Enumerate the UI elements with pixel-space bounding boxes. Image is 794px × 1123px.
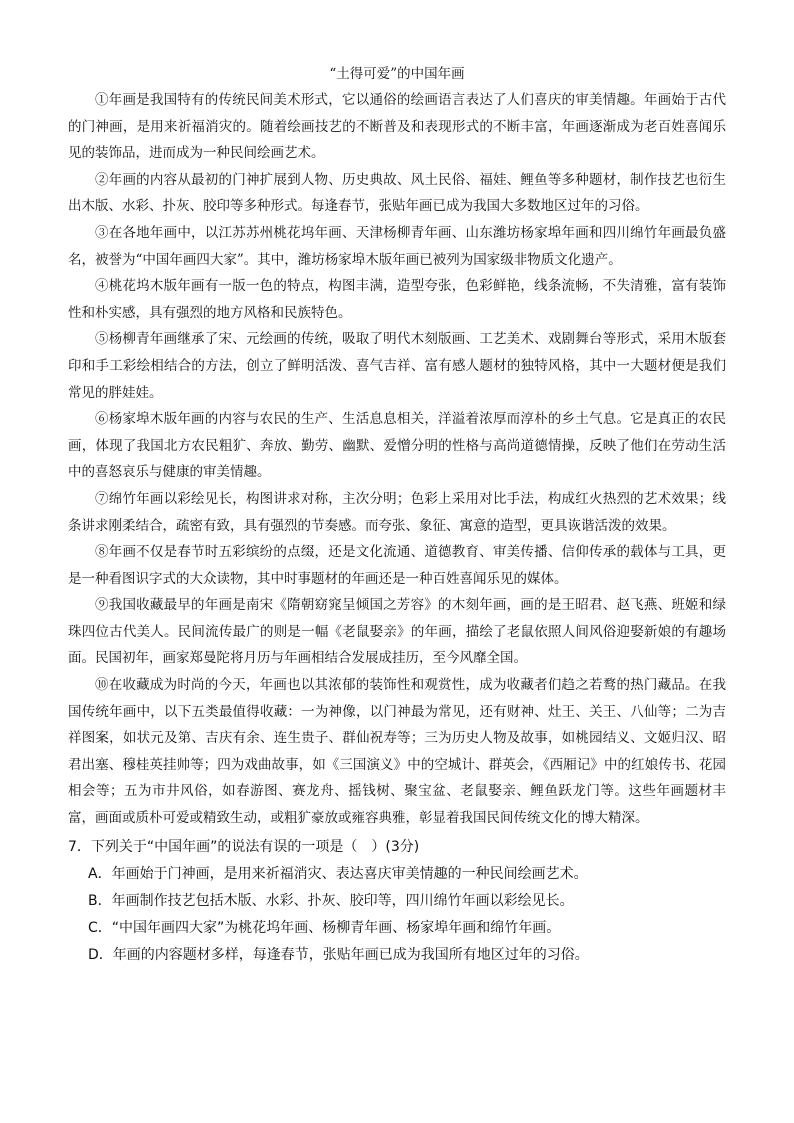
article-title: “土得可爱”的中国年画 bbox=[329, 66, 465, 82]
paragraph-2: ②年画的内容从最初的门神扩展到人物、历史典故、风土民俗、福娃、鲤鱼等多种题材，制作技艺也衍生出木版、水彩、扑灰、胶印等多种形式。每逢春节，张贴年画已成为我国大多数地区过年的习俗。 bbox=[68, 171, 726, 215]
paragraph-4: ④桃花坞木版年画有一版一色的特点，构图丰满，造型夸张，色彩鲜艳，线条流畅，不失清雅，富有装饰性和朴实感，具有强烈的地方风格和民族特色。 bbox=[68, 278, 726, 321]
option-b: B．年画制作技艺包括木版、水彩、扑灰、胶印等，四川绵竹年画以彩绘见长。 bbox=[88, 892, 574, 909]
question-7 bbox=[68, 834, 726, 969]
paragraph-6: ⑥杨家埠木版年画的内容与农民的生产、生活息息相关，洋溢着浓厚而淳朴的乡土气息。它是真正的农民画，体现了我国北方农民粗犷、奔放、勤劳、幽默、爱憎分明的性格与高尚道德情操，反映了他们在劳动生活中的喜怒哀乐与健康的审美情趣。 bbox=[68, 411, 726, 481]
paragraph-3: ③在各地年画中，以江苏苏州桃花坞年画、天津杨柳青年画、山东潍坊杨家埠年画和四川绵竹年画最负盛名，被誉为“中国年画四大家”。其中，潍坊杨家埠木版年画已被列为国家级非物质文化遗产。 bbox=[68, 224, 726, 268]
paragraph-1: ①年画是我国特有的传统民间美术形式，它以通俗的绘画语言表达了人们喜庆的审美情趣。年画始于古代的门神画，是用来祈福消灾的。随着绘画技艺的不断普及和表现形式的不断丰富，年画逐渐成为老百姓喜闻乐见的装饰品，进而成为一种民间绘画艺术。 bbox=[68, 92, 726, 162]
paragraph-7: ⑦绵竹年画以彩绘见长，构图讲求对称，主次分明；色彩上采用对比手法，构成红火热烈的艺术效果；线条讲求刚柔结合，疏密有致，具有强烈的节奏感。而夸张、象征、寓意的造型，更具诙谐活泼的效果。 bbox=[68, 490, 726, 534]
document-page bbox=[68, 62, 726, 969]
option-c: C．“中国年画四大家”为桃花坞年画、杨柳青年画、杨家埠年画和绵竹年画。 bbox=[88, 919, 561, 936]
article-body bbox=[68, 87, 726, 832]
option-d: D．年画的内容题材多样，每逢春节，张贴年画已成为我国所有地区过年的习俗。 bbox=[88, 946, 589, 963]
paragraph-5: ⑤杨柳青年画继承了宋、元绘画的传统，吸取了明代木刻版画、工艺美术、戏剧舞台等形式，采用木版套印和手工彩绘相结合的方法，创立了鲜明活泼、喜气吉祥、富有感人题材的独特风格，其中一大题材便是我们常见的胖娃娃。 bbox=[68, 331, 726, 401]
paragraph-8: ⑧年画不仅是春节时五彩缤纷的点缀，还是文化流通、道德教育、审美传播、信仰传承的载体与工具，更是一种看图识字式的大众读物，其中时事题材的年画还是一种百姓喜闻乐见的媒体。 bbox=[68, 544, 726, 587]
paragraph-10: ⑩在收藏成为时尚的今天，年画也以其浓郁的装饰性和观赏性，成为收藏者们趋之若鹜的热门藏品。在我国传统年画中，以下五类最值得收藏：一为神像，以门神最为常见，还有财神、灶王、关王、八仙等；二为吉祥图案，如状元及第、吉庆有余、连生贵子、群仙祝寿等；三为历史人物及故事，如桃园结义、文姬归汉、昭君出塞、穆桂英挂帅等；四为戏曲故事，如《三国演义》中的空城计、群英会，《西厢记》中的红娘传书、花园相会等；五为市井风俗，如春游图、赛龙舟、摇钱树、聚宝盆、老鼠娶亲、鲤鱼跃龙门等。这些年画题材丰富，画面或质朴可爱或精致生动，或粗犷豪放或雍容典雅，彰显着我国民间传统文化的博大精深。 bbox=[68, 677, 726, 827]
paragraph-9: ⑨我国收藏最早的年画是南宋《隋朝窈窕呈倾国之芳容》的木刻年画，画的是王昭君、赵飞燕、班姬和绿珠四位古代美人。民间流传最广的则是一幅《老鼠娶亲》的年画，描绘了老鼠依照人间风俗迎娶新娘的有趣场面。民国初年，画家郑曼陀将月历与年画相结合发展成挂历，至今风靡全国。 bbox=[68, 597, 726, 667]
option-a: A．年画始于门神画，是用来祈福消灾、表达喜庆审美情趣的一种民间绘画艺术。 bbox=[88, 865, 588, 882]
question-stem: 7．下列关于“中国年画”的说法有误的一项是（ ）(3分) bbox=[68, 838, 420, 855]
